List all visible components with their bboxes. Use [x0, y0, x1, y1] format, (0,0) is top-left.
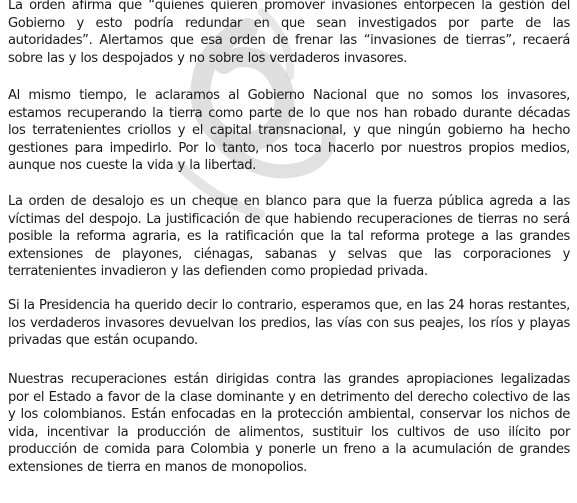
paragraph-4: Si la Presidencia ha querido decir lo contrario, esperamos que, en las 24 horas restantes, los verdaderos invasores devuelvan los predios, las vías con sus peajes, los ríos y playas privadas que están ocupando.	[8, 298, 570, 349]
paragraph-5: Nuestras recuperaciones están dirigidas contra las grandes apropiaciones legalizadas por el Estado a favor de la clase dominante y en detrimento del derecho colectivo de las y los colombianos. Están enfocadas en la protección ambiental, conservar los nichos de vida, incentivar la producción de alimentos, sustituir los cultivos de uso ilícito por producción de comida para Colombia y ponerle un freno a la acumulación de grandes extensiones de tierra en manos de monopolios.	[8, 372, 570, 475]
paragraph-1: La orden afirma que “quienes quieren promover invasiones entorpecen la gestión del Gobierno y esto podría redundar en que sean investigados por parte de las autoridades”. Alertamos que esa orden de frenar las “invasiones de tierras”, recaerá sobre las y los despojados y no sobre los verdaderos invasores.	[8, 0, 570, 66]
paragraph-2: Al mismo tiempo, le aclaramos al Gobierno Nacional que no somos los invasores, estamos recuperando la tierra como parte de lo que nos han robado durante décadas los terratenientes criollos y el capital transnacional, y que ningún gobierno ha hecho gestiones para impedirlo. Por lo tanto, nos toca hacerlo por nuestros propios medios, aunque nos cueste la vida y la libertad.	[8, 88, 570, 174]
paragraph-3: La orden de desalojo es un cheque en blanco para que la fuerza pública agreda a las víctimas del despojo. La justificación de que habiendo recuperaciones de tierras no será posible la reforma agraria, es la ratificación que la tal reforma protege a las grandes extensiones de playones, ciénagas, sabanas y selvas que las corporaciones y terratenientes invadieron y las defienden como propiedad privada.	[8, 194, 570, 280]
